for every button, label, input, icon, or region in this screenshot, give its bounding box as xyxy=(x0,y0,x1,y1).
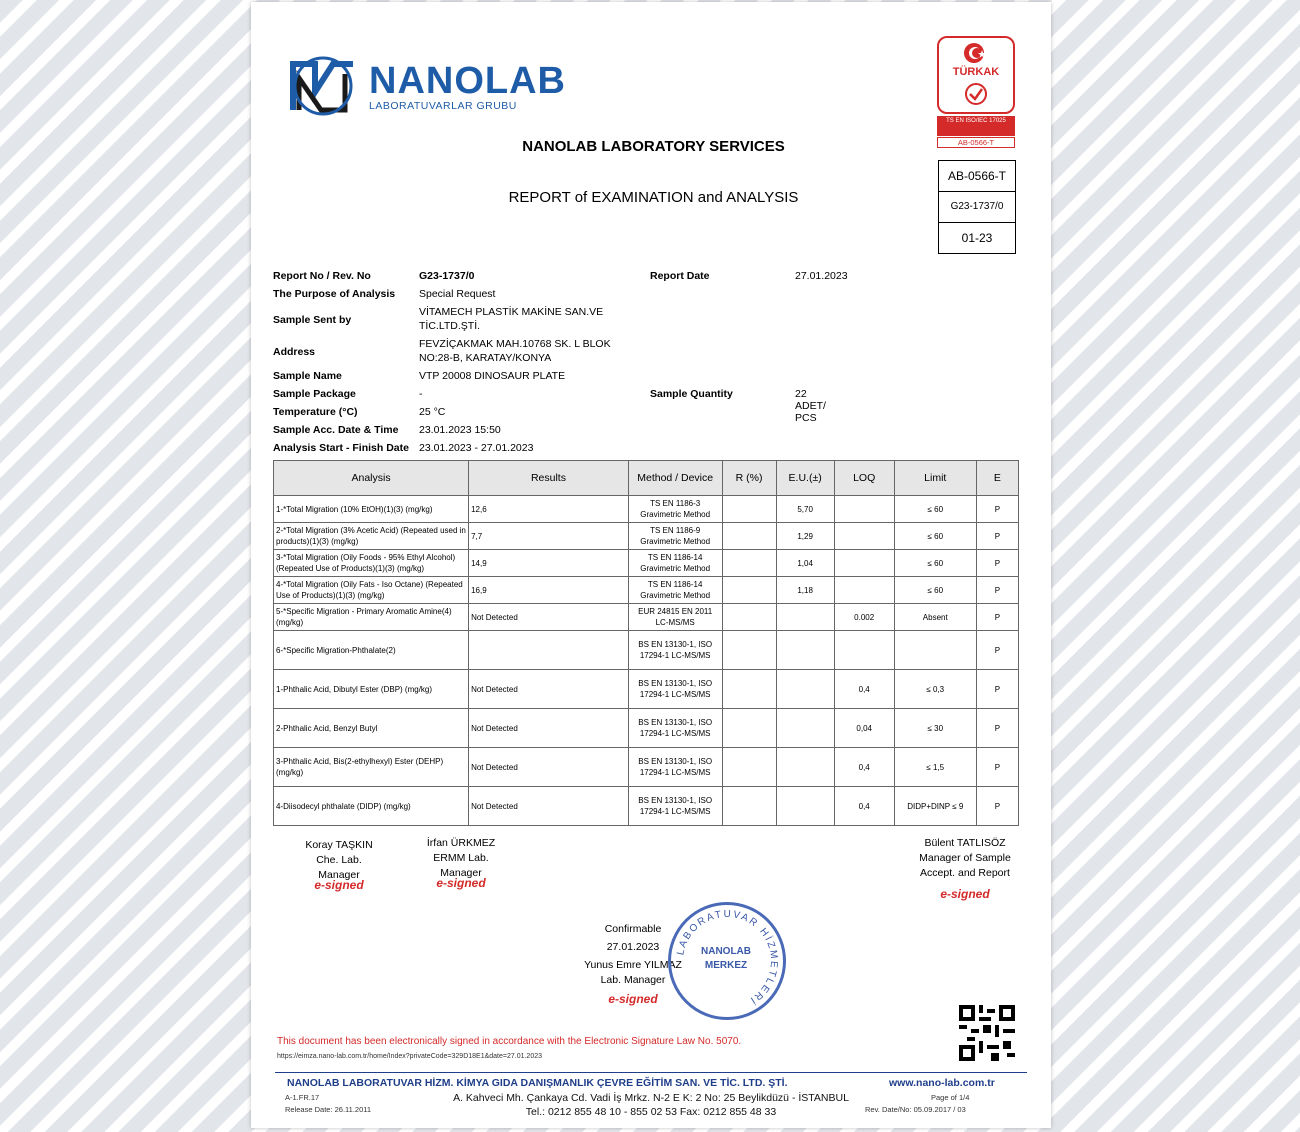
label: Sample Acc. Date & Time xyxy=(273,424,399,436)
cell-method: BS EN 13130-1, ISO 17294-1 LC-MS/MS xyxy=(628,670,722,709)
table-row xyxy=(274,577,1019,604)
cell-result: 12,6 xyxy=(469,496,629,523)
cell-limit: ≤ 60 xyxy=(894,577,976,604)
cell-limit: ≤ 60 xyxy=(894,496,976,523)
cell-result: Not Detected xyxy=(469,748,629,787)
cell-e: P xyxy=(976,577,1018,604)
signer-role: Manager xyxy=(318,869,360,881)
cell-eu: 1,29 xyxy=(776,523,834,550)
report-date: 27.01.2023 xyxy=(795,270,848,282)
signer-name: Bülent TATLISÖZ xyxy=(924,837,1006,849)
cell-loq xyxy=(834,523,894,550)
analysis-dates: 23.01.2023 - 27.01.2023 xyxy=(419,442,534,454)
cell-eu xyxy=(776,748,834,787)
cell-limit: ≤ 60 xyxy=(894,523,976,550)
footer-page: Page of 1/4 xyxy=(931,1093,970,1102)
cell-limit: ≤ 1,5 xyxy=(894,748,976,787)
qr-code-icon xyxy=(959,1005,1015,1061)
package: - xyxy=(419,388,423,400)
sent-by-1: VİTAMECH PLASTİK MAKİNE SAN.VE xyxy=(419,306,604,318)
table-row xyxy=(274,709,1019,748)
col-header: R (%) xyxy=(722,461,776,496)
cell-r xyxy=(722,604,776,631)
table-row xyxy=(274,550,1019,577)
address-1: FEVZİÇAKMAK MAH.10768 SK. L BLOK xyxy=(419,338,611,350)
cell-e: P xyxy=(976,748,1018,787)
cell-analysis: 6-*Specific Migration-Phthalate(2) xyxy=(274,631,469,670)
signer-role: Accept. and Report xyxy=(920,867,1010,879)
cell-result xyxy=(469,631,629,670)
footer-website[interactable]: www.nano-lab.com.tr xyxy=(889,1077,995,1089)
report-no: G23-1737/0 xyxy=(419,270,475,282)
address-2: NO:28-B, KARATAY/KONYA xyxy=(419,352,552,364)
cell-eu: 1,04 xyxy=(776,550,834,577)
cell-e: P xyxy=(976,670,1018,709)
cell-loq: 0,4 xyxy=(834,787,894,826)
col-header: E xyxy=(976,461,1018,496)
flag-icon xyxy=(963,42,989,64)
check-icon xyxy=(963,82,989,106)
cell-result: Not Detected xyxy=(469,604,629,631)
signer-role: Manager of Sample xyxy=(919,852,1011,864)
code-report: G23-1737/0 xyxy=(939,192,1015,223)
footer-divider xyxy=(275,1072,1027,1073)
signer-name: Koray TAŞKIN xyxy=(305,839,373,851)
label: Temperature (°C) xyxy=(273,406,358,418)
cell-e: P xyxy=(976,550,1018,577)
cell-analysis: 2-*Total Migration (3% Acetic Acid) (Repeated used in products)(1)(3) (mg/kg) xyxy=(274,523,469,550)
label: Sample Name xyxy=(273,370,342,382)
logo-name: NANOLAB xyxy=(369,60,566,102)
page-title: NANOLAB LABORATORY SERVICES xyxy=(522,138,785,155)
cell-r xyxy=(722,670,776,709)
cell-result: 16,9 xyxy=(469,577,629,604)
sent-by-2: TİC.LTD.ŞTİ. xyxy=(419,320,481,332)
nanolab-logo-icon xyxy=(285,54,361,116)
page-subtitle: REPORT of EXAMINATION and ANALYSIS xyxy=(508,189,799,206)
cell-r xyxy=(722,748,776,787)
e-signed-label: e-signed xyxy=(608,992,658,1006)
signer-role: Che. Lab. xyxy=(316,854,362,866)
cell-method: BS EN 13130-1, ISO 17294-1 LC-MS/MS xyxy=(628,787,722,826)
e-signature-notice: This document has been electronically signed in accordance with the Electronic Signature Law No. 5070. xyxy=(277,1036,742,1047)
sample-info xyxy=(273,268,848,458)
cell-eu xyxy=(776,670,834,709)
table-row xyxy=(274,631,1019,670)
e-signed-label: e-signed xyxy=(940,887,990,901)
cell-limit: ≤ 30 xyxy=(894,709,976,748)
cell-analysis: 3-*Total Migration (Oily Foods - 95% Ethyl Alcohol) (Repeated Use of Products)(1)(3) (mg/kg) xyxy=(274,550,469,577)
cell-eu xyxy=(776,709,834,748)
quantity: 22 ADET/ PCS xyxy=(795,388,826,424)
label: Report Date xyxy=(650,270,710,282)
cell-loq xyxy=(834,550,894,577)
cell-eu xyxy=(776,604,834,631)
e-signed-label: e-signed xyxy=(314,878,364,892)
cell-r xyxy=(722,787,776,826)
cell-e: P xyxy=(976,523,1018,550)
confirm-name: Yunus Emre YILMAZ xyxy=(584,959,682,971)
col-header: E.U.(±) xyxy=(776,461,834,496)
footer-revision: Rev. Date/No: 05.09.2017 / 03 xyxy=(865,1105,966,1114)
cell-loq: 0,4 xyxy=(834,748,894,787)
cell-limit: DIDP+DINP ≤ 9 xyxy=(894,787,976,826)
e-signed-label: e-signed xyxy=(436,876,486,890)
signature-block-1 xyxy=(289,838,389,893)
cell-method: BS EN 13130-1, ISO 17294-1 LC-MS/MS xyxy=(628,748,722,787)
col-header: Results xyxy=(469,461,629,496)
footer-phone: Tel.: 0212 855 48 10 - 855 02 53 Fax: 0212 855 48 33 xyxy=(525,1106,777,1118)
turkak-code: AB-0566-T xyxy=(937,137,1015,148)
cell-e: P xyxy=(976,631,1018,670)
col-header: LOQ xyxy=(834,461,894,496)
cell-e: P xyxy=(976,604,1018,631)
cell-method: BS EN 13130-1, ISO 17294-1 LC-MS/MS xyxy=(628,709,722,748)
footer-release: Release Date: 26.11.2011 xyxy=(285,1105,372,1114)
table-row xyxy=(274,604,1019,631)
label: The Purpose of Analysis xyxy=(273,288,396,300)
cell-loq xyxy=(834,496,894,523)
cell-analysis: 2-Phthalic Acid, Benzyl Butyl xyxy=(274,709,469,748)
confirm-label: Confirmable xyxy=(604,923,662,935)
turkak-title: TÜRKAK xyxy=(952,66,1000,78)
cell-r xyxy=(722,496,776,523)
cell-loq: 0.002 xyxy=(834,604,894,631)
cell-method: TS EN 1186-3 Gravimetric Method xyxy=(628,496,722,523)
cell-analysis: 4-*Total Migration (Oily Fats - Iso Octane) (Repeated Use of Products)(1)(3) (mg/kg) xyxy=(274,577,469,604)
cell-loq: 0,4 xyxy=(834,670,894,709)
label: Address xyxy=(273,346,316,358)
confirm-role: Lab. Manager xyxy=(600,974,666,986)
stamp-line-1: NANOLAB xyxy=(701,946,751,957)
turkak-accreditation: TS EN ISO/IEC 17025 xyxy=(937,116,1015,136)
signer-name: İrfan ÜRKMEZ xyxy=(426,837,496,849)
cell-loq: 0,04 xyxy=(834,709,894,748)
cell-analysis: 1-*Total Migration (10% EtOH)(1)(3) (mg/kg) xyxy=(274,496,469,523)
cell-method: BS EN 13130-1, ISO 17294-1 LC-MS/MS xyxy=(628,631,722,670)
verify-url[interactable]: https://eimza.nano-lab.com.tr/home/Index?privateCode=329D18E1&date=27.01.2023 xyxy=(277,1053,543,1060)
report-codes-box xyxy=(938,160,1016,254)
col-header: Limit xyxy=(894,461,976,496)
cell-limit: Absent xyxy=(894,604,976,631)
cell-r xyxy=(722,577,776,604)
cell-analysis: 5-*Specific Migration - Primary Aromatic Amine(4) (mg/kg) xyxy=(274,604,469,631)
cell-analysis: 4-Diisodecyl phthalate (DIDP) (mg/kg) xyxy=(274,787,469,826)
logo-subtitle: LABORATUVARLAR GRUBU xyxy=(369,100,517,112)
acceptance-date: 23.01.2023 15:50 xyxy=(419,424,501,436)
footer-form: A-1.FR.17 xyxy=(285,1093,320,1102)
signature-block-2 xyxy=(411,836,511,891)
cell-r xyxy=(722,631,776,670)
signer-role: Manager xyxy=(440,867,482,879)
stamp-line-2: MERKEZ xyxy=(704,960,748,971)
confirm-date: 27.01.2023 xyxy=(606,941,660,953)
cell-eu xyxy=(776,631,834,670)
cell-limit xyxy=(894,631,976,670)
table-row xyxy=(274,523,1019,550)
cell-loq xyxy=(834,577,894,604)
footer-company: NANOLAB LABORATUVAR HİZM. KİMYA GIDA DANIŞMANLIK ÇEVRE EĞİTİM SAN. VE TİC. LTD. ŞTİ. xyxy=(287,1077,788,1089)
cell-loq xyxy=(834,631,894,670)
turkak-badge xyxy=(937,36,1015,148)
cell-limit: ≤ 0,3 xyxy=(894,670,976,709)
cell-analysis: 1-Phthalic Acid, Dibutyl Ester (DBP) (mg/kg) xyxy=(274,670,469,709)
cell-method: TS EN 1186-14 Gravimetric Method xyxy=(628,550,722,577)
cell-r xyxy=(722,523,776,550)
cell-e: P xyxy=(976,787,1018,826)
cell-r xyxy=(722,550,776,577)
report-page xyxy=(251,2,1051,1128)
purpose: Special Request xyxy=(419,288,496,300)
cell-result: 7,7 xyxy=(469,523,629,550)
cell-eu xyxy=(776,787,834,826)
table-row xyxy=(274,670,1019,709)
cell-eu: 1,18 xyxy=(776,577,834,604)
cell-method: EUR 24815 EN 2011 LC-MS/MS xyxy=(628,604,722,631)
table-row xyxy=(274,748,1019,787)
table-row xyxy=(274,787,1019,826)
cell-e: P xyxy=(976,709,1018,748)
signer-role: ERMM Lab. xyxy=(433,852,489,864)
col-header: Analysis xyxy=(274,461,469,496)
col-header: Method / Device xyxy=(628,461,722,496)
label: Report No / Rev. No xyxy=(273,270,371,282)
stamp-ring-label: LABORATUVAR HİZMETLERİ xyxy=(675,908,780,1007)
code-revision: 01-23 xyxy=(961,231,993,245)
cell-eu: 5,70 xyxy=(776,496,834,523)
label: Sample Package xyxy=(273,388,356,400)
cell-analysis: 3-Phthalic Acid, Bis(2-ethylhexyl) Ester (DEHP) (mg/kg) xyxy=(274,748,469,787)
cell-result: 14,9 xyxy=(469,550,629,577)
cell-result: Not Detected xyxy=(469,670,629,709)
results-table xyxy=(273,460,1019,826)
sample-name: VTP 20008 DINOSAUR PLATE xyxy=(419,370,566,382)
signature-block-3 xyxy=(906,836,1024,902)
code-accreditation: AB-0566-T xyxy=(939,161,1015,192)
cell-method: TS EN 1186-9 Gravimetric Method xyxy=(628,523,722,550)
cell-limit: ≤ 60 xyxy=(894,550,976,577)
cell-result: Not Detected xyxy=(469,787,629,826)
temperature: 25 °C xyxy=(419,406,446,418)
table-row xyxy=(274,496,1019,523)
label: Analysis Start - Finish Date xyxy=(273,442,409,454)
cell-r xyxy=(722,709,776,748)
label: Sample Quantity xyxy=(650,388,733,400)
cell-e: P xyxy=(976,496,1018,523)
company-stamp xyxy=(668,902,786,1020)
cell-result: Not Detected xyxy=(469,709,629,748)
cell-method: TS EN 1186-14 Gravimetric Method xyxy=(628,577,722,604)
label: Sample Sent by xyxy=(273,314,352,326)
footer-address: A. Kahveci Mh. Çankaya Cd. Vadi İş Mrkz. N-2 E K: 2 No: 25 Beylikdüzü - İSTANBUL xyxy=(453,1092,849,1104)
